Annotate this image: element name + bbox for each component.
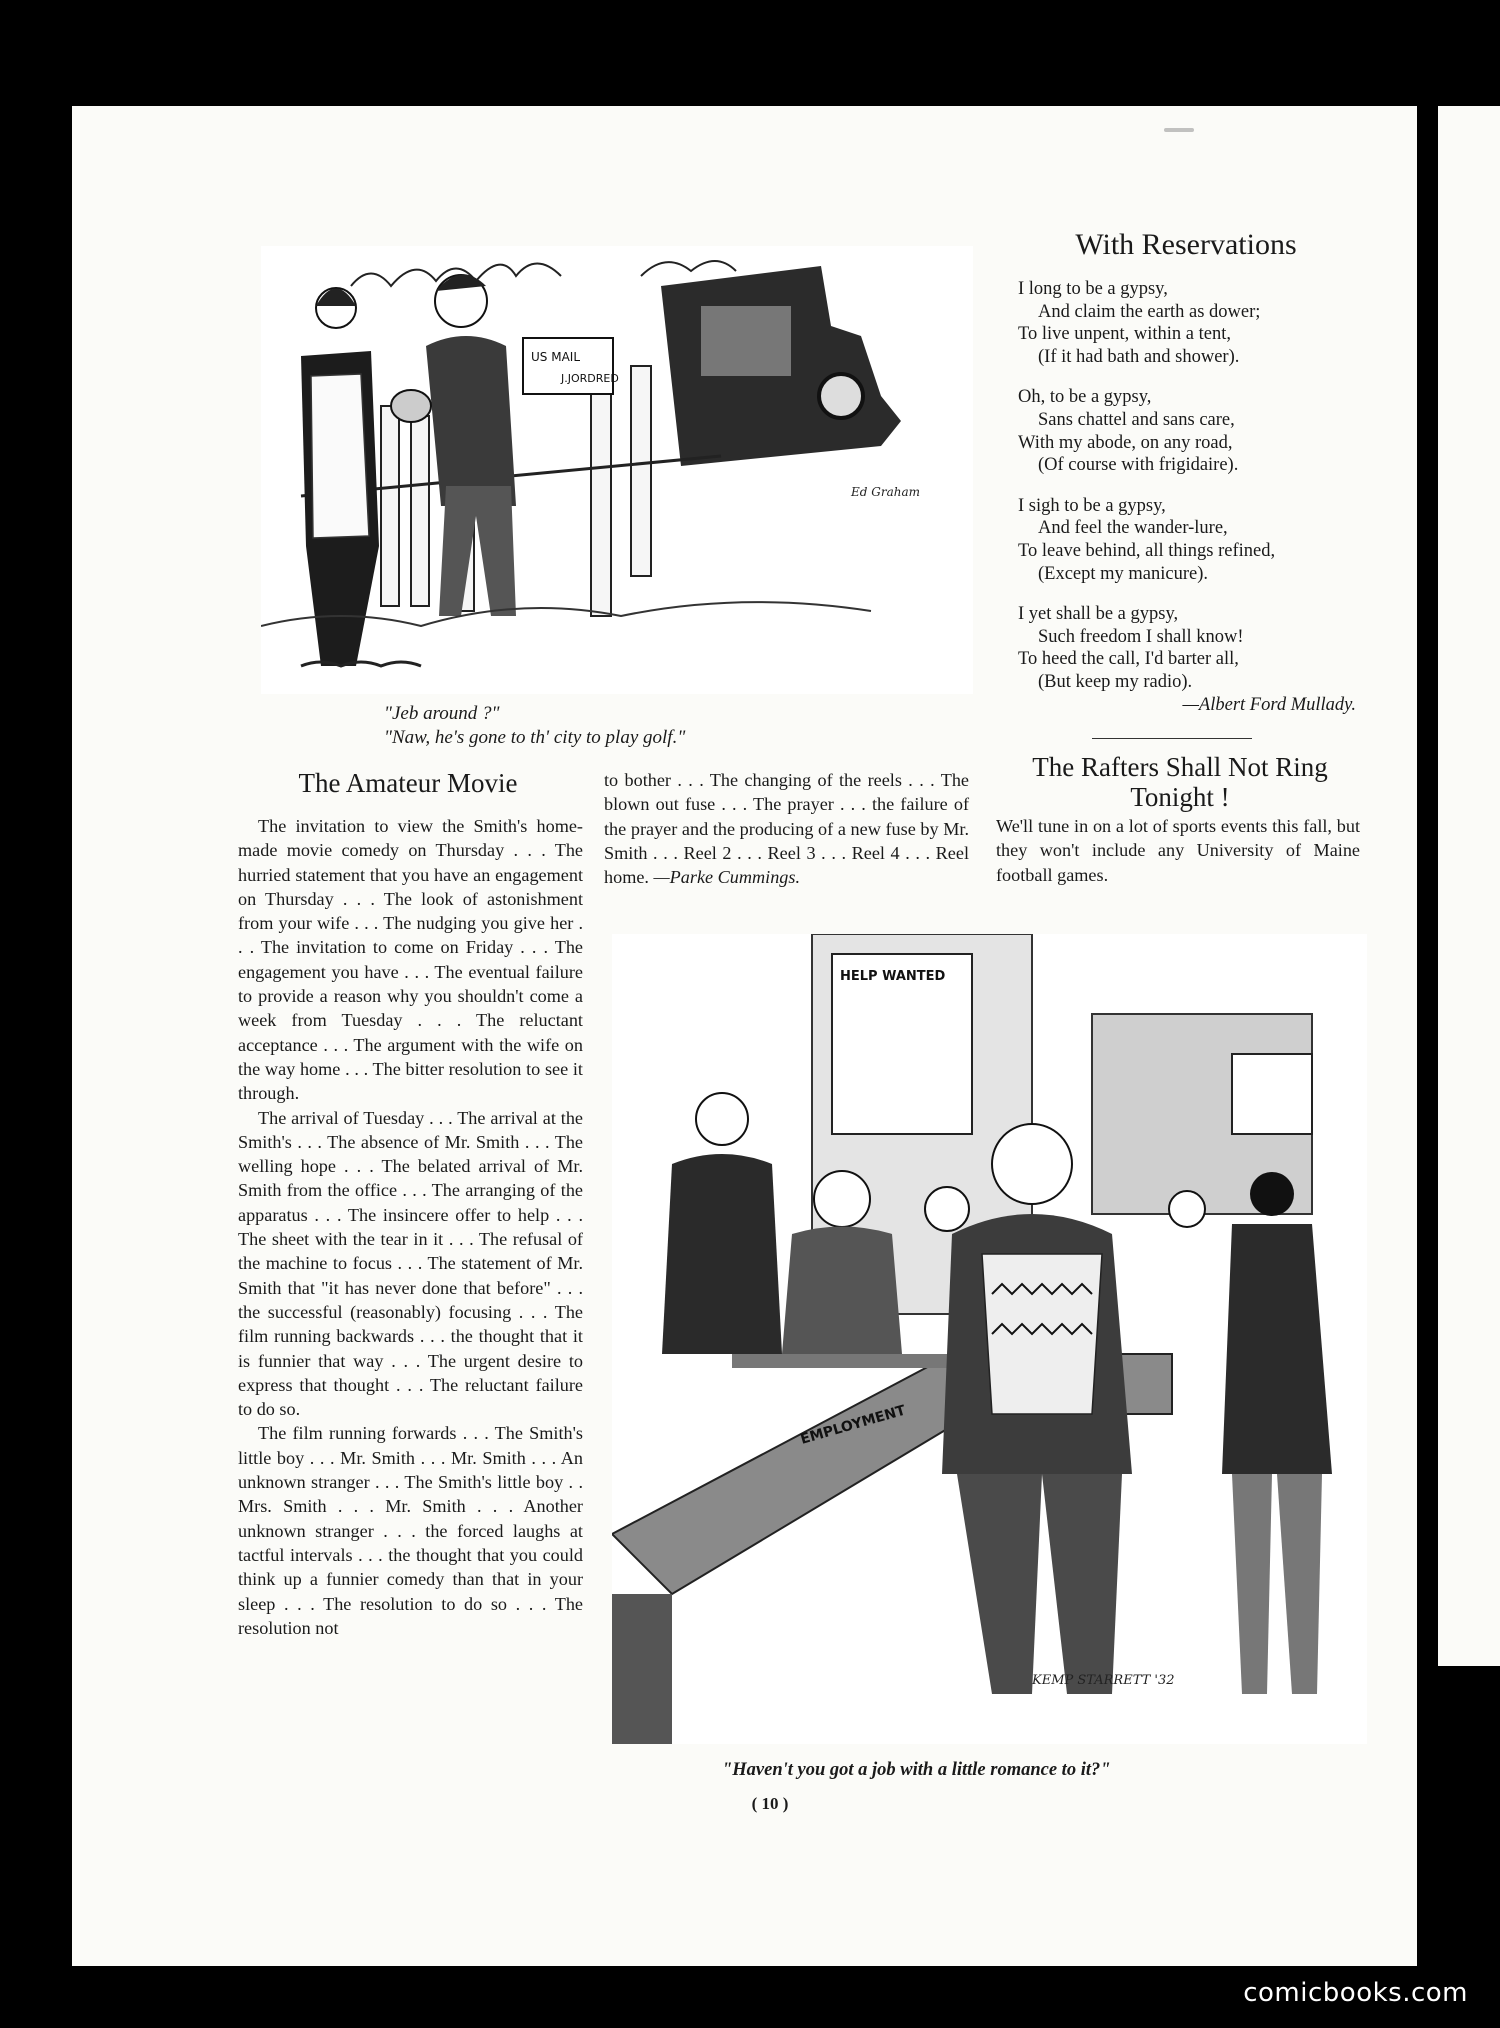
caption-line-2: "Naw, he's gone to th' city to play golf." [384, 727, 686, 748]
artist-signature-top: Ed Graham [851, 485, 920, 499]
rafters-paragraph: We'll tune in on a lot of sports events this fall, but they won't include any University of Maine football games. [996, 816, 1360, 885]
poem-stanza [1018, 386, 1358, 476]
poem-line: (Of course with frigidaire). [1038, 455, 1239, 476]
article-signature: —Parke Cummings. [653, 867, 801, 888]
poem-line: And claim the earth as dower; [1038, 301, 1261, 322]
article-paragraph: The film running forwards . . . The Smith's little boy . . . Mr. Smith . . . Mr. Smith . . . An unknown stranger . . . The Smith's little boy . . Mrs. Smith . . . Mr. Smith . . . Another unknown stranger . . . the forced laughs at tactful intervals . . . the thought that you could think up a funnier comedy than that in your sleep . . . The resolution to do so . . . The resolution not [238, 1423, 583, 1638]
cartoon-bottom-caption: "Haven't you got a job with a little romance to it?" [722, 1760, 1111, 1780]
article-paragraph: The invitation to view the Smith's home-made movie comedy on Thursday . . . The hurried statement that you have an engagement on Thursday . . . The look of astonishment from your wife . . . The nudging you give her . . . The invitation to come on Friday . . . The engagement you have . . . The eventual failure to provide a reason why you shouldn't come a week from Tuesday . . . The reluctant acceptance . . . The argument with the wife on the way home . . . The bitter resolution to see it through. [238, 816, 583, 1104]
article-column-1 [238, 814, 583, 1640]
page-number: ( 10 ) [751, 1794, 789, 1813]
employment-counter-sign: EMPLOYMENT [798, 1402, 908, 1448]
watermark: comicbooks.com [1243, 1978, 1468, 2008]
cartoon-top-caption [384, 702, 944, 750]
rafters-title-line-1: The Rafters Shall Not Ring [1032, 752, 1328, 782]
poem-line: And feel the wander-lure, [1038, 518, 1228, 539]
poem-line: To heed the call, I'd barter all, [1018, 649, 1239, 670]
next-page-edge [1438, 106, 1500, 1666]
poem-line: Sans chattel and sans care, [1038, 409, 1235, 430]
article-title: The Amateur Movie [298, 768, 518, 798]
rafters-title [990, 752, 1370, 812]
poem-line: With my abode, on any road, [1018, 432, 1233, 453]
poem-title: With Reservations [1075, 228, 1297, 261]
poem-line: (If it had bath and shower). [1038, 346, 1240, 367]
poem-line: I sigh to be a gypsy, [1018, 495, 1166, 516]
poem-line: To leave behind, all things refined, [1018, 540, 1276, 561]
poem-stanza [1018, 603, 1358, 716]
poem-line: (But keep my radio). [1038, 671, 1193, 692]
cartoon-employment-office [612, 934, 1367, 1744]
mailbox-label-us: US MAIL [531, 350, 581, 364]
cartoon-jeb-golf [261, 246, 973, 694]
caption-line-1: "Jeb around ?" [384, 703, 500, 724]
scan-mark [1164, 128, 1194, 132]
poem-line: (Except my manicure). [1038, 563, 1209, 584]
article-paragraph: The arrival of Tuesday . . . The arrival at the Smith's . . . The absence of Mr. Smith . . . The welling hope . . . The belated arrival of Mr. Smith from the office . . . The arranging of the apparatus . . . The insincere offer to help . . . The sheet with the tear in it . . . The refusal of the machine to focus . . . The statement of Mr. Smith that "it has never done that before" . . . the successful (reasonably) focusing . . . The film running backwards . . . the thought that it is funnier that way . . . The urgent desire to express that thought . . . The reluctant failure to do so. [238, 1107, 583, 1420]
poem-with-reservations [1018, 278, 1358, 716]
poem-line: I yet shall be a gypsy, [1018, 604, 1179, 625]
poem-line: Such freedom I shall know! [1038, 626, 1244, 647]
poem-line: I long to be a gypsy, [1018, 279, 1168, 299]
poem-stanza [1018, 495, 1358, 585]
poem-attribution: —Albert Ford Mullady. [1182, 694, 1356, 715]
poem-stanza [1018, 278, 1358, 368]
poem-line: Oh, to be a gypsy, [1018, 387, 1152, 408]
mailbox-label-name: J.JORDRED [561, 372, 619, 385]
article-column-2 [604, 768, 969, 889]
help-wanted-sign: HELP WANTED [840, 969, 946, 984]
section-divider [1092, 738, 1252, 739]
artist-signature-bottom: KEMP STARRETT '32 [1032, 1673, 1175, 1688]
rafters-text [996, 814, 1360, 887]
rafters-title-line-2: Tonight ! [1130, 782, 1230, 812]
poem-line: To live unpent, within a tent, [1018, 324, 1231, 345]
article-paragraph: to bother . . . The changing of the reels . . . The blown out fuse . . . The prayer . . . the failure of the prayer and the producing of a new fuse by Mr. Smith . . . Reel 2 . . . Reel 3 . . . Reel 4 . . . Reel home. [604, 770, 969, 888]
